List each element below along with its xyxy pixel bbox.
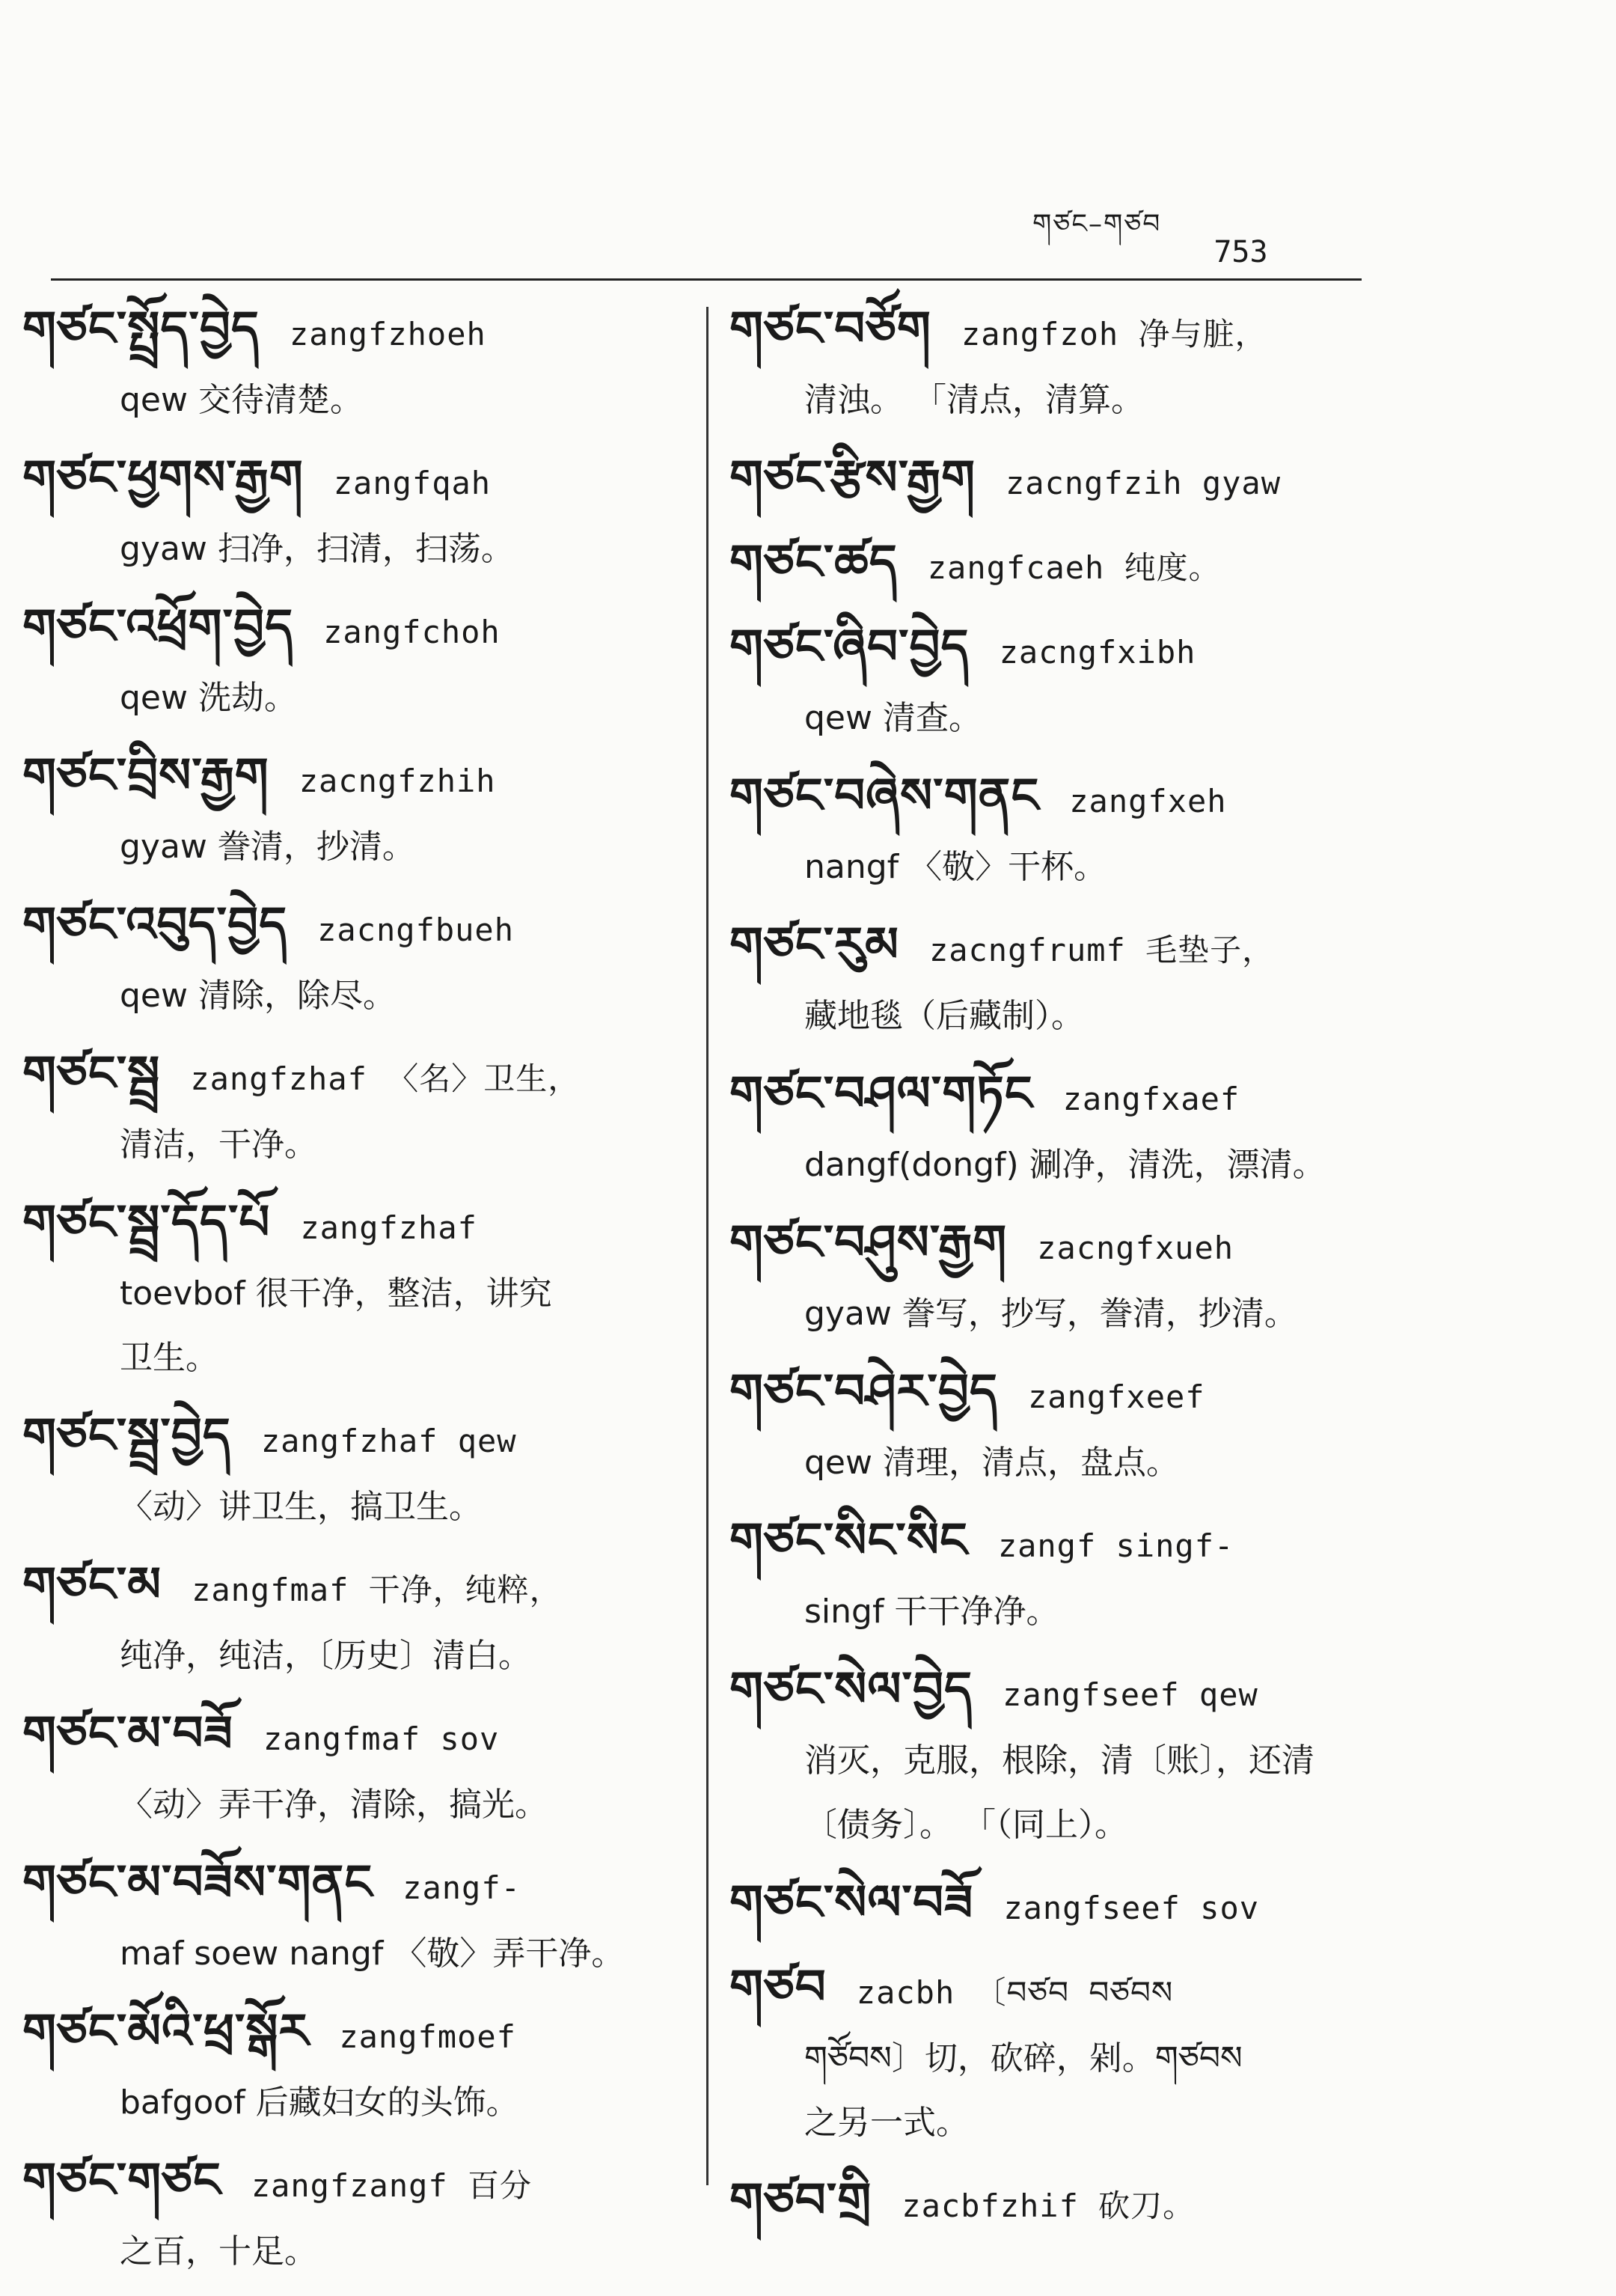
right-column (729, 296, 1358, 2252)
tibetan-headword: གཙང་བཤལ་གཏོང (729, 1066, 1033, 1122)
romanization: zangfseef sov (1003, 1890, 1260, 1926)
dictionary-entry (729, 1656, 1358, 1857)
romanization: zangf singf- (997, 1527, 1234, 1564)
entry-gloss: 清洁，干净。 (120, 1126, 317, 1164)
dictionary-entry (729, 614, 1358, 751)
dictionary-entry (729, 1060, 1358, 1197)
tibetan-headword: གཙང་སྦྲ་དོད་པོ (22, 1194, 271, 1251)
entry-gloss: 纯净，纯洁，〔历史〕清白。 (120, 1637, 531, 1675)
entry-headline (22, 1402, 681, 1475)
dictionary-entry (22, 1849, 681, 1986)
dictionary-entry (729, 763, 1358, 900)
romanization: zangfcaeh 纯度。 (927, 549, 1221, 586)
tibetan-headword: གཙང་བྲིས་རྒྱག (22, 748, 269, 804)
romanization: zangfzhaf 〈名〉卫生， (190, 1060, 581, 1097)
romanization: zangfchoh (323, 614, 501, 650)
tibetan-headword: གཙང་སིང་སིང (729, 1512, 968, 1569)
page-number: 753 (1213, 235, 1268, 269)
tibetan-headword: གཙབ (729, 1959, 827, 2015)
dictionary-entry (729, 296, 1358, 433)
tibetan-headword: གཙང་སྦྲ་བྱེད (22, 1408, 231, 1464)
dictionary-entry (22, 1402, 681, 1539)
romanization: zacbfzhif 砍刀。 (902, 2187, 1196, 2224)
tibetan-headword: གཙང་འཕྲོག་བྱེད (22, 599, 294, 655)
entry-headline (22, 1551, 681, 1624)
entry-headline (22, 593, 681, 666)
entry-gloss: qew 交待清楚。 (120, 381, 363, 419)
tibetan-headword: གཙང་རྩིས་རྒྱག (729, 450, 976, 506)
romanization: zacngfrumf 毛垫子， (928, 932, 1275, 968)
dictionary-entry (22, 1189, 681, 1390)
entry-gloss: qew 清除，除尽。 (120, 977, 396, 1015)
tibetan-headword: གཙང་སྦྲ (22, 1045, 161, 1102)
dictionary-entry (22, 1040, 681, 1177)
romanization: zangfxeh (1069, 783, 1227, 819)
romanization: zangfzhaf qew (260, 1423, 517, 1459)
dictionary-entry (22, 1700, 681, 1837)
dictionary-entry (22, 296, 681, 433)
dictionary-entry (22, 1551, 681, 1688)
romanization: zangfzhaf (300, 1209, 477, 1246)
entry-gloss: gyaw 扫净，扫清，扫荡。 (120, 530, 514, 568)
tibetan-headword: གཙང་མ (22, 1557, 162, 1613)
romanization: zangfmoef (339, 2018, 516, 2055)
entry-gloss: 之另一式。 (804, 2104, 969, 2142)
entry-gloss: 〈动〉弄干净，清除，搞光。 (120, 1786, 548, 1824)
tibetan-headword: གཙང་ཕྱགས་རྒྱག (22, 450, 304, 506)
dictionary-entry (729, 1209, 1358, 1346)
entry-gloss: 卫生。 (120, 1339, 218, 1377)
entry-gloss: maf soew nangf 〈敬〉弄干净。 (120, 1935, 625, 1973)
romanization: zacngfxibh (999, 634, 1196, 671)
entry-gloss: dangf(dongf) 涮净，清洗，漂清。 (804, 1146, 1326, 1184)
entry-headline (729, 1358, 1358, 1431)
romanization: zangfmaf 干净，纯粹， (192, 1572, 562, 1608)
tibetan-headword: གཙང་འབུད་བྱེད (22, 897, 288, 953)
entry-headline (729, 912, 1358, 984)
dictionary-entry (729, 912, 1358, 1048)
dictionary-entry (22, 891, 681, 1028)
tibetan-headword: གཙང་སེལ་བཟོ (729, 1875, 974, 1931)
dictionary-entry (729, 1869, 1358, 1942)
entry-headline (729, 445, 1358, 517)
romanization: zangfzangf 百分 (251, 2167, 532, 2204)
tibetan-headword: གཙང་མ་བཟོ (22, 1706, 233, 1762)
romanization: zangfzhoeh (289, 316, 486, 352)
entry-headline (729, 1209, 1358, 1282)
entry-headline (729, 1060, 1358, 1133)
entry-headline (22, 1998, 681, 2071)
dictionary-entry (729, 1358, 1358, 1495)
entry-headline (729, 1656, 1358, 1729)
entry-headline (729, 2167, 1358, 2240)
tibetan-headword: གཙང་ཚད (729, 534, 898, 590)
header-rule (51, 278, 1362, 281)
entry-gloss: གཙོབས〕切，砍碎，剁。གཙབས (804, 2039, 1243, 2077)
entry-headline (729, 296, 1358, 368)
dictionary-entry (22, 1998, 681, 2135)
entry-headline (729, 1954, 1358, 2027)
entry-gloss: toevbof 很干净，整洁，讲究 (120, 1274, 552, 1313)
entry-gloss: bafgoof 后藏妇女的头饰。 (120, 2083, 519, 2122)
tibetan-headword: གཙང་ཞིབ་བྱེད (729, 619, 970, 675)
dictionary-entry (729, 445, 1358, 517)
dictionary-entry (729, 1507, 1358, 1644)
dictionary-entry (22, 445, 681, 581)
romanization: zangfzoh 净与脏， (961, 316, 1267, 352)
romanization: zacngfzih gyaw (1006, 465, 1282, 501)
entry-headline (22, 742, 681, 815)
entry-headline (22, 1700, 681, 1773)
tibetan-headword: གཙང་མོའི་ཕྲ་སྒོར (22, 2003, 310, 2060)
entry-gloss: 藏地毯（后藏制）。 (804, 997, 1084, 1035)
dictionary-entry (729, 1954, 1358, 2155)
page-header (1032, 209, 1268, 269)
entry-headline (22, 1040, 681, 1113)
dictionary-entry (729, 529, 1358, 602)
romanization: zacngfxueh (1037, 1230, 1234, 1266)
tibetan-headword: གཙང་བཙོག (729, 301, 931, 357)
entry-gloss: qew 清理，清点，盘点。 (804, 1444, 1179, 1482)
entry-headline (729, 1869, 1358, 1942)
entry-headline (22, 1849, 681, 1922)
dictionary-entry (22, 593, 681, 730)
tibetan-headword: གཙང་མ་བཟོས་གནང (22, 1854, 373, 1911)
entry-gloss: qew 清查。 (804, 699, 982, 737)
tibetan-headword: གཙང་སྤྲོད་བྱེད (22, 301, 260, 357)
entry-gloss: singf 干干净净。 (804, 1593, 1059, 1631)
dictionary-entry (22, 2147, 681, 2284)
dictionary-entry (729, 2167, 1358, 2240)
romanization: zangfqah (333, 465, 492, 501)
entry-gloss: gyaw 誊写，抄写，誊清，抄清。 (804, 1295, 1297, 1333)
entry-gloss: 之百，十足。 (120, 2232, 317, 2271)
romanization: zacbh 〔བཙབ བཙབས (856, 1974, 1174, 2011)
tibetan-headword: གཙབ་གྲི (729, 2173, 872, 2229)
tibetan-headword: གཙང་རུམ (729, 917, 899, 973)
tibetan-headword: གཙང་སེལ་བྱེད (729, 1661, 973, 1718)
entry-gloss: 消灭，克服，根除，清〔账〕，还清 (804, 1741, 1314, 1780)
romanization: zangfmaf sov (263, 1721, 500, 1757)
entry-headline (22, 891, 681, 964)
entry-gloss: 〈动〉讲卫生，搞卫生。 (120, 1488, 482, 1526)
entry-headline (729, 529, 1358, 602)
tibetan-headword: གཙང་བཞེས་གནང (729, 768, 1040, 824)
romanization: zacngfbueh (317, 912, 515, 948)
header-range: གཙང–གཙབ (1032, 209, 1162, 239)
column-divider (706, 307, 708, 2185)
entry-headline (22, 296, 681, 368)
entry-gloss: nangf 〈敬〉干杯。 (804, 848, 1107, 886)
romanization: zangfseef qew (1003, 1676, 1258, 1713)
left-column (22, 296, 681, 2296)
entry-headline (729, 614, 1358, 686)
entry-headline (22, 445, 681, 517)
tibetan-headword: གཙང་གཙང (22, 2152, 221, 2208)
entry-headline (729, 763, 1358, 835)
entry-headline (729, 1507, 1358, 1580)
entry-gloss: 〔债务〕。 「（同上）。 (804, 1806, 1127, 1844)
entry-gloss: qew 洗劫。 (120, 679, 297, 717)
entry-gloss: gyaw 誊清，抄清。 (120, 828, 415, 866)
entry-headline (22, 2147, 681, 2220)
romanization: zangfxeef (1028, 1378, 1205, 1415)
entry-gloss: 清浊。 「清点，清算。 (804, 381, 1144, 419)
romanization: zangf- (403, 1869, 521, 1906)
entry-headline (22, 1189, 681, 1262)
romanization: zangfxaef (1062, 1081, 1240, 1117)
tibetan-headword: གཙང་བཤུས་རྒྱག (729, 1215, 1008, 1271)
tibetan-headword: གཙང་བཤེར་བྱེད (729, 1364, 998, 1420)
dictionary-entry (22, 742, 681, 879)
romanization: zacngfzhih (299, 763, 496, 799)
